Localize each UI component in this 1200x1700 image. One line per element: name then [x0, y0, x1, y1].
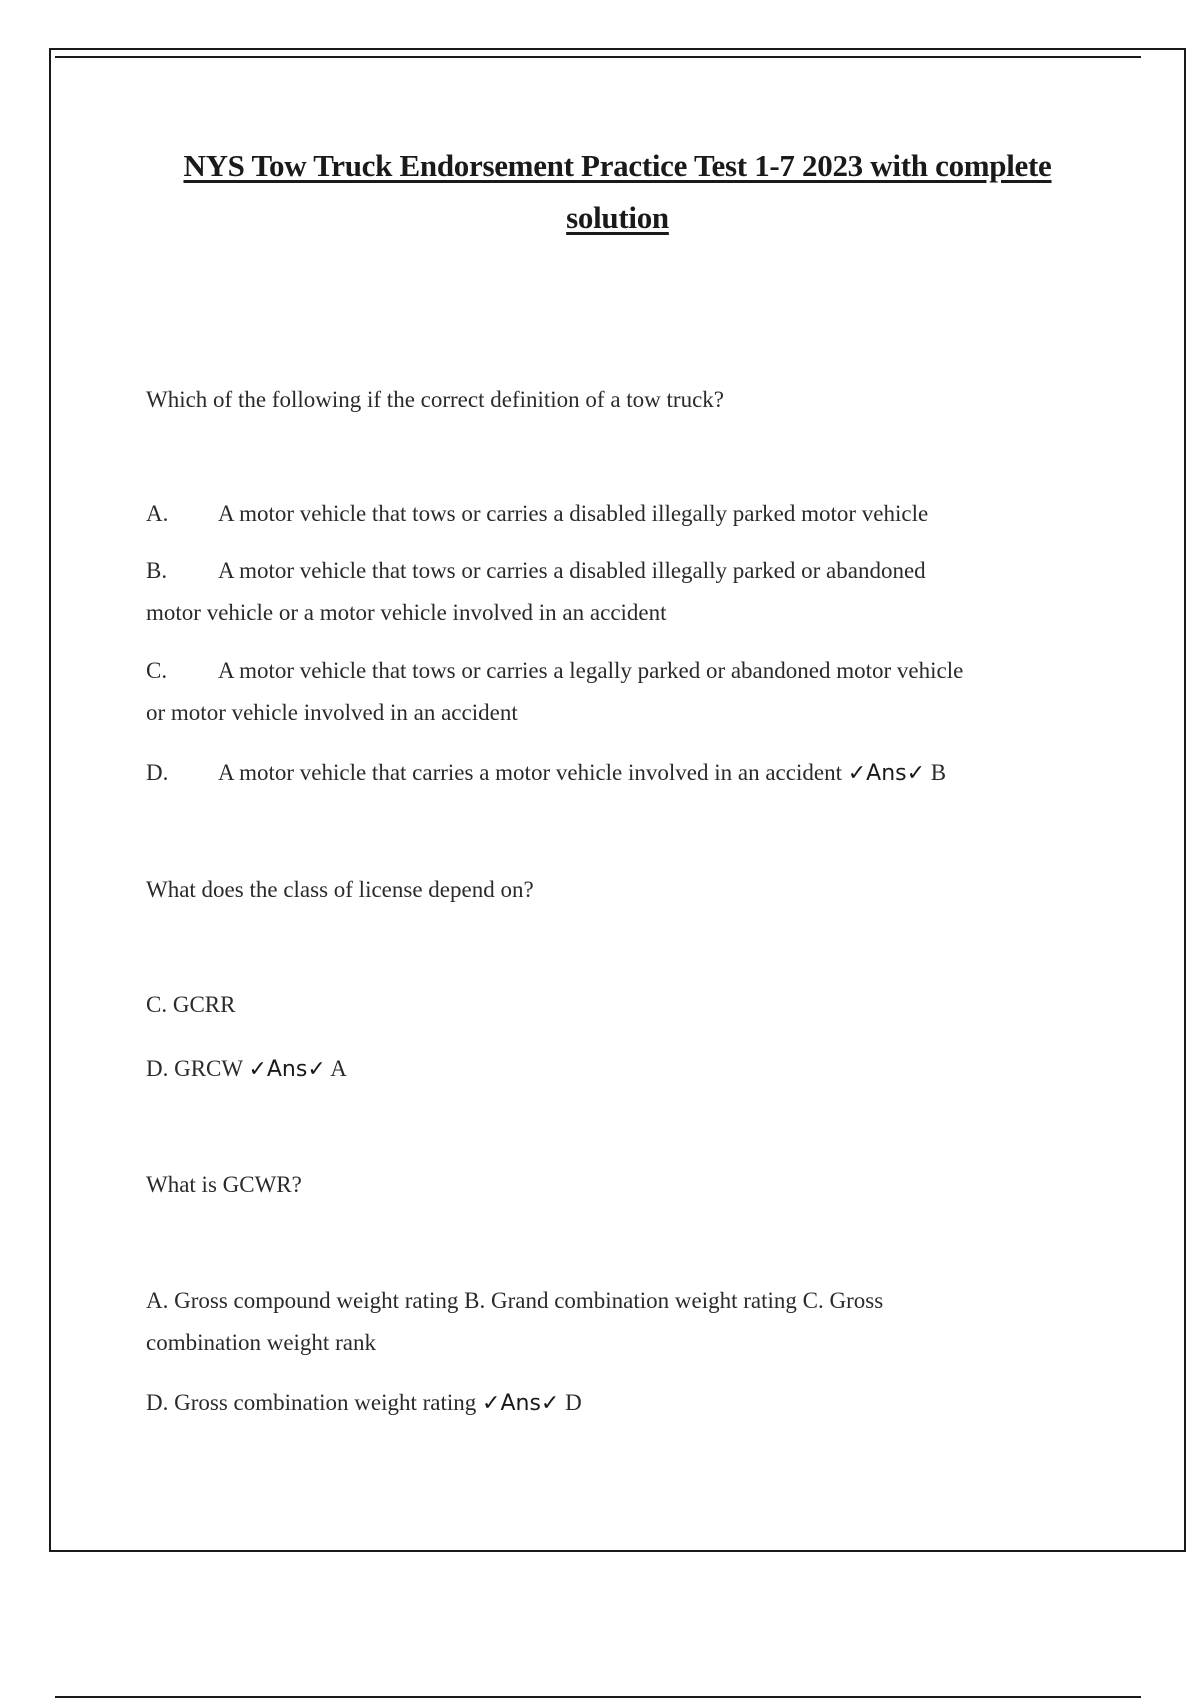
answer-value: B	[930, 760, 947, 785]
bottom-rule	[55, 1696, 1141, 1698]
question-3-option-d	[146, 1382, 582, 1425]
question-2-text: What does the class of license depend on?	[146, 877, 534, 902]
option-letter: B.	[146, 558, 168, 583]
answer-value: A	[330, 1056, 347, 1081]
question-2-option-c: C. GCRR	[146, 992, 236, 1017]
option-letter: A.	[146, 501, 169, 526]
option-letter: D.	[146, 760, 169, 785]
document-title-line-2: solution	[566, 200, 669, 235]
option-text: A motor vehicle that tows or carries a disabled illegally parked or abandoned	[218, 558, 926, 583]
question-1-option-d	[146, 752, 946, 795]
answer-checkmark: ✓Ans✓	[248, 1057, 326, 1082]
question-2-option-d	[146, 1048, 347, 1091]
document-title-line-1: NYS Tow Truck Endorsement Practice Test 1-7 2023 with complete	[183, 148, 1052, 183]
option-text: A motor vehicle that carries a motor vehicle involved in an accident	[218, 760, 842, 785]
question-3-options-abc-continued: combination weight rank	[146, 1330, 376, 1355]
answer-value: D	[565, 1390, 582, 1415]
answer-checkmark: ✓Ans✓	[847, 761, 926, 786]
question-1-text: Which of the following if the correct definition of a tow truck?	[146, 387, 724, 412]
question-3-options-abc: A. Gross compound weight rating B. Grand combination weight rating C. Gross	[146, 1288, 884, 1313]
question-1-option-b-continued: motor vehicle or a motor vehicle involved in an accident	[146, 600, 667, 625]
question-3-text: What is GCWR?	[146, 1172, 302, 1197]
option-text: D. GRCW	[146, 1056, 243, 1081]
answer-checkmark: ✓Ans✓	[482, 1391, 560, 1416]
option-text: D. Gross combination weight rating	[146, 1390, 477, 1415]
question-1-option-a	[146, 493, 928, 535]
option-letter: C.	[146, 658, 168, 683]
option-text: A motor vehicle that tows or carries a legally parked or abandoned motor vehicle	[218, 658, 964, 683]
question-1-option-b	[146, 550, 926, 592]
option-text: A motor vehicle that tows or carries a disabled illegally parked motor vehicle	[218, 501, 929, 526]
question-1-option-c	[146, 650, 963, 692]
question-1-option-c-continued: or motor vehicle involved in an accident	[146, 700, 518, 725]
